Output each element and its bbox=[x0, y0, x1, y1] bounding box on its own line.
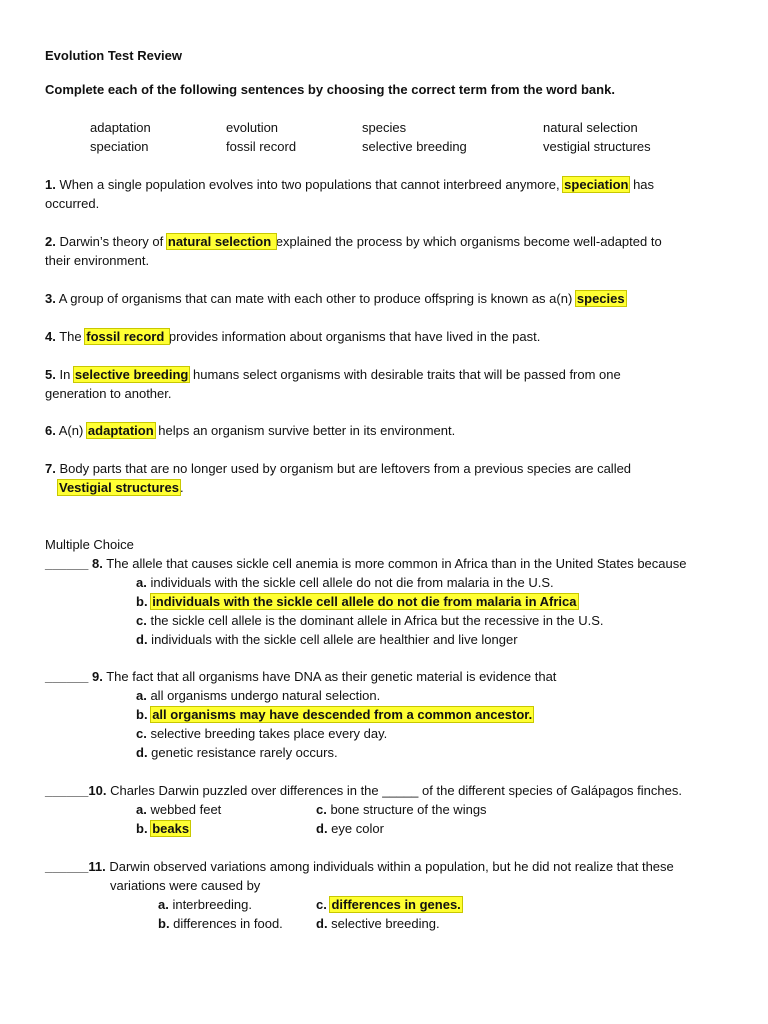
choice-letter: c. bbox=[316, 802, 327, 817]
word-bank-item: species bbox=[362, 120, 407, 135]
word-bank-item: natural selection bbox=[543, 120, 638, 135]
choice-letter: b. bbox=[158, 916, 170, 931]
question-text: When a single population evolves into two populations that cannot interbreed anymore, bbox=[55, 177, 564, 192]
choice-letter: c. bbox=[316, 897, 327, 912]
choice-text: differences in food. bbox=[169, 916, 283, 931]
question-number: 11. bbox=[88, 859, 106, 874]
choice-letter: c. bbox=[136, 613, 147, 628]
mc-question-8 bbox=[45, 554, 686, 573]
question-text: A group of organisms that can mate with each other to produce offspring is known as a(n) bbox=[55, 291, 576, 306]
question-text: explained the process by which organisms become well-adapted to bbox=[275, 234, 662, 249]
question-stem: The fact that all organisms have DNA as their genetic material is evidence that bbox=[102, 669, 557, 684]
choice-text: all organisms undergo natural selection. bbox=[146, 688, 381, 703]
mc-question-11-continued: variations were caused by bbox=[110, 878, 261, 893]
mc-question-11 bbox=[45, 857, 674, 876]
question-stem: The allele that causes sickle cell anemia is more common in Africa than in the United States because bbox=[102, 556, 687, 571]
question-text: has bbox=[629, 177, 655, 192]
question-4 bbox=[45, 327, 540, 346]
choice-b bbox=[136, 705, 533, 724]
choice-a bbox=[136, 800, 221, 819]
question-number: 7. bbox=[45, 461, 56, 476]
answer-highlight: natural selection bbox=[167, 234, 275, 249]
choice-a bbox=[136, 686, 380, 705]
choice-b bbox=[158, 914, 283, 933]
question-number: 10. bbox=[88, 783, 107, 798]
choice-c bbox=[136, 724, 387, 743]
choice-letter: b. bbox=[136, 594, 148, 609]
choice-text: bone structure of the wings bbox=[326, 802, 487, 817]
answer-highlight: differences in genes. bbox=[331, 897, 461, 912]
mc-question-9 bbox=[45, 667, 556, 686]
answer-highlight: selective breeding bbox=[74, 367, 189, 382]
question-1-continued: occurred. bbox=[45, 196, 100, 211]
choice-c bbox=[316, 800, 487, 819]
answer-highlight: species bbox=[576, 291, 625, 306]
question-stem: Charles Darwin puzzled over differences in the _____ of the different species of Galápagos finches. bbox=[106, 783, 682, 798]
choice-letter: b. bbox=[136, 821, 148, 836]
answer-highlight: adaptation bbox=[87, 423, 154, 438]
question-text: humans select organisms with desirable traits that will be passed from one bbox=[189, 367, 621, 382]
mc-question-10 bbox=[45, 781, 682, 800]
choice-c bbox=[136, 611, 604, 630]
answer-highlight: beaks bbox=[152, 821, 190, 836]
question-2 bbox=[45, 232, 662, 251]
choice-letter: a. bbox=[136, 802, 147, 817]
question-number: 1. bbox=[45, 177, 56, 192]
choice-letter: d. bbox=[136, 745, 148, 760]
answer-highlight: speciation bbox=[564, 177, 629, 192]
answer-highlight: fossil record bbox=[86, 329, 168, 344]
choice-text: eye color bbox=[327, 821, 384, 836]
choice-text: individuals with the sickle cell allele are healthier and live longer bbox=[147, 632, 518, 647]
question-6 bbox=[45, 421, 455, 440]
question-number: 2. bbox=[45, 234, 56, 249]
page-title: Evolution Test Review bbox=[45, 48, 183, 63]
choice-text: genetic resistance rarely occurs. bbox=[147, 745, 338, 760]
choice-d bbox=[316, 914, 440, 933]
instructions: Complete each of the following sentences by choosing the correct term from the word bank. bbox=[45, 82, 615, 97]
question-text: . bbox=[179, 480, 184, 495]
answer-highlight: Vestigial structures bbox=[59, 480, 179, 495]
choice-letter: a. bbox=[136, 575, 147, 590]
choice-text: selective breeding takes place every day. bbox=[146, 726, 388, 741]
choice-d bbox=[136, 630, 518, 649]
choice-text: selective breeding. bbox=[327, 916, 440, 931]
answer-blank: ______ bbox=[45, 669, 89, 684]
choice-b bbox=[136, 819, 190, 838]
question-1 bbox=[45, 175, 654, 194]
choice-letter: c. bbox=[136, 726, 147, 741]
question-text: Body parts that are no longer used by organism but are leftovers from a previous species are called bbox=[55, 461, 632, 476]
choice-b bbox=[136, 592, 578, 611]
choice-a bbox=[158, 895, 252, 914]
question-text: A(n) bbox=[55, 423, 87, 438]
question-text: helps an organism survive better in its environment. bbox=[154, 423, 456, 438]
choice-letter: b. bbox=[136, 707, 148, 722]
question-7-continued bbox=[58, 478, 184, 497]
choice-d bbox=[316, 819, 384, 838]
choice-d bbox=[136, 743, 338, 762]
question-number: 6. bbox=[45, 423, 56, 438]
question-text: provides information about organisms that have lived in the past. bbox=[168, 329, 541, 344]
choice-c bbox=[316, 895, 462, 914]
answer-highlight: all organisms may have descended from a common ancestor. bbox=[152, 707, 533, 722]
answer-blank: ______ bbox=[45, 859, 89, 874]
question-5 bbox=[45, 365, 621, 384]
question-number: 5. bbox=[45, 367, 56, 382]
word-bank-item: speciation bbox=[90, 139, 149, 154]
question-3 bbox=[45, 289, 626, 308]
choice-letter: d. bbox=[316, 916, 328, 931]
question-stem: Darwin observed variations among individuals within a population, but he did not realize that these bbox=[105, 859, 674, 874]
choice-text: webbed feet bbox=[146, 802, 222, 817]
choice-text: the sickle cell allele is the dominant allele in Africa but the recessive in the U.S. bbox=[146, 613, 604, 628]
choice-letter: a. bbox=[136, 688, 147, 703]
answer-blank: ______ bbox=[45, 556, 89, 571]
question-text: The bbox=[55, 329, 86, 344]
choice-text: individuals with the sickle cell allele do not die from malaria in the U.S. bbox=[146, 575, 554, 590]
answer-blank: ______ bbox=[45, 783, 89, 798]
choice-text: interbreeding. bbox=[168, 897, 252, 912]
question-number: 8. bbox=[92, 556, 103, 571]
question-2-continued: their environment. bbox=[45, 253, 150, 268]
choice-letter: a. bbox=[158, 897, 169, 912]
question-text: Darwin’s theory of bbox=[55, 234, 167, 249]
choice-a bbox=[136, 573, 554, 592]
mc-heading: Multiple Choice bbox=[45, 537, 134, 552]
word-bank-item: adaptation bbox=[90, 120, 151, 135]
question-number: 4. bbox=[45, 329, 56, 344]
question-number: 9. bbox=[92, 669, 103, 684]
choice-letter: d. bbox=[136, 632, 148, 647]
choice-letter: d. bbox=[316, 821, 328, 836]
word-bank-item: selective breeding bbox=[362, 139, 467, 154]
word-bank-item: evolution bbox=[226, 120, 279, 135]
question-number: 3. bbox=[45, 291, 56, 306]
question-text: In bbox=[55, 367, 74, 382]
word-bank-item: vestigial structures bbox=[543, 139, 651, 154]
answer-highlight: individuals with the sickle cell allele do not die from malaria in Africa bbox=[152, 594, 577, 609]
word-bank-item: fossil record bbox=[226, 139, 297, 154]
question-5-continued: generation to another. bbox=[45, 386, 172, 401]
question-7 bbox=[45, 459, 631, 478]
